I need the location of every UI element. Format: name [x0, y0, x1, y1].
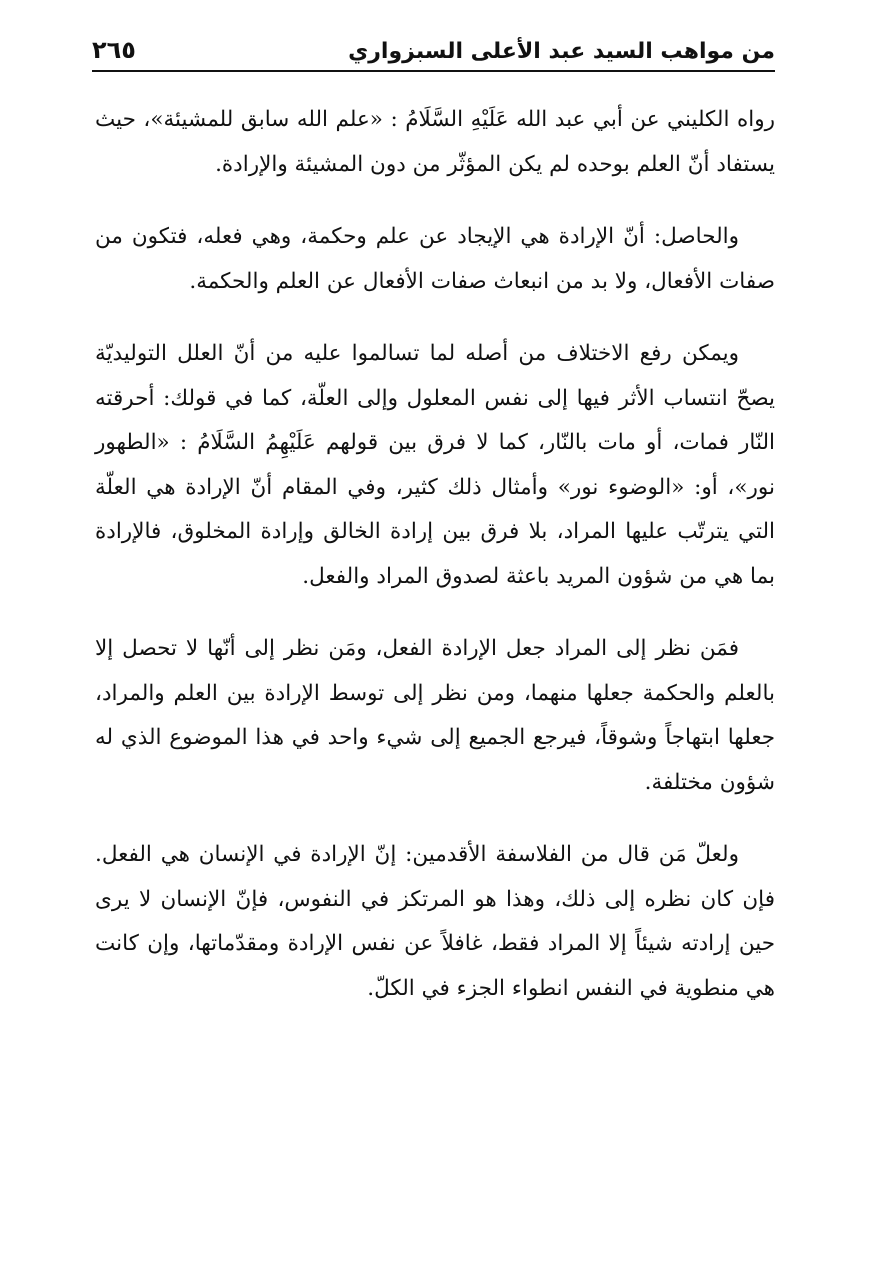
running-title: من مواهب السيد عبد الأعلى السبزواري — [348, 39, 775, 64]
paragraph-2: والحاصل: أنّ الإرادة هي الإيجاد عن علم وحكمة، وهي فعله، فتكون من صفات الأفعال، ولا بد من انبعاث صفات الأفعال عن العلم والحكمة. — [95, 224, 775, 294]
paragraph-4: فمَن نظر إلى المراد جعل الإرادة الفعل، ومَن نظر إلى أنّها لا تحصل إلا بالعلم والحكمة جعلها منهما، ومن نظر إلى توسط الإرادة بين العلم والمراد، جعلها ابتهاجاً وشوقاً، فيرجع الجميع إلى شيء واحد في هذا الموضوع الذي له شؤون مختلفة. — [95, 636, 775, 795]
running-header — [92, 28, 775, 72]
paragraph-5: ولعلّ مَن قال من الفلاسفة الأقدمين: إنّ الإرادة في الإنسان هي الفعل. فإن كان نظره إلى ذلك، وهذا هو المرتكز في النفوس، فإنّ الإنسان لا يرى حين إرادته شيئاً إلا المراد فقط، غافلاً عن نفس الإرادة ومقدّماتها، وإن كانت هي منطوية في النفس انطواء الجزء في الكلّ. — [95, 842, 775, 1001]
body-text — [95, 98, 775, 1039]
page-number: ٢٦٥ — [92, 36, 136, 64]
paragraph-3: ويمكن رفع الاختلاف من أصله لما تسالموا عليه من أنّ العلل التوليديّة يصحّ انتساب الأثر فيها إلى نفس المعلول وإلى العلّة، كما في قولك: أحرقته النّار فمات، أو مات بالنّار، كما لا فرق بين قولهم عَلَيْهِمُ السَّلَامُ : «الطهور نور»، أو: «الوضوء نور» وأمثال ذلك كثير، وفي المقام أنّ الإرادة هي العلّة التي يترتّب عليها المراد، بلا فرق بين إرادة الخالق وإرادة المخلوق، فالإرادة بما هي من شؤون المريد باعثة لصدوق المراد والفعل. — [95, 341, 775, 589]
paragraph-1: رواه الكليني عن أبي عبد الله عَلَيْهِ السَّلَامُ : «علم الله سابق للمشيئة»، حيث يستفاد أنّ العلم بوحده لم يكن المؤثّر من دون المشيئة والإرادة. — [95, 107, 775, 177]
